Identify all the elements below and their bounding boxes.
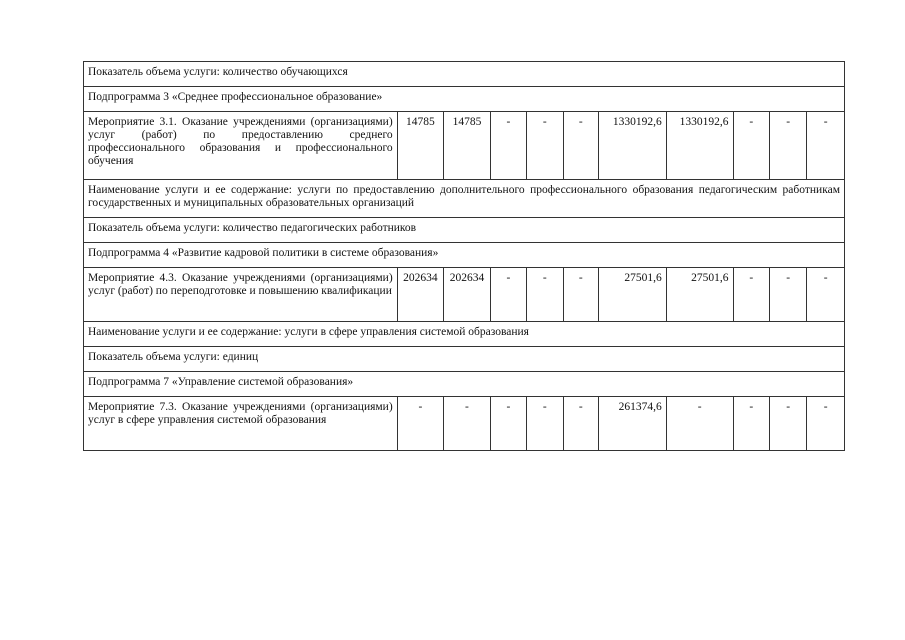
subprogram-row-label: Подпрограмма 4 «Развитие кадровой политики в системе образования» [84, 243, 845, 268]
table-cell: - [527, 268, 563, 322]
table-cell: - [527, 397, 563, 451]
table-cell: - [527, 112, 563, 180]
table-row [84, 243, 845, 268]
table-row [84, 112, 845, 180]
table-cell: - [490, 397, 526, 451]
table-cell: - [563, 397, 598, 451]
indicator-row-label: Показатель объема услуги: количество обучающихся [84, 62, 845, 87]
table-cell: 261374,6 [598, 397, 666, 451]
table-cell: - [769, 112, 806, 180]
table-row [84, 180, 845, 218]
table-cell: 202634 [444, 268, 491, 322]
measure-description: Мероприятие 3.1. Оказание учреждениями (организациями) услуг (работ) по предоставлению среднего профессионального образования и профессионального обучения [84, 112, 398, 180]
table-cell: - [733, 268, 769, 322]
table-row [84, 87, 845, 112]
measure-description: Мероприятие 4.3. Оказание учреждениями (организациями) услуг (работ) по переподготовке и повышению квалификации [84, 268, 398, 322]
table-row [84, 347, 845, 372]
table-row [84, 218, 845, 243]
table-cell: - [490, 112, 526, 180]
table-cell: 27501,6 [666, 268, 733, 322]
table-cell: 27501,6 [598, 268, 666, 322]
table-cell: 14785 [444, 112, 491, 180]
table-row [84, 62, 845, 87]
service-name-row-label: Наименование услуги и ее содержание: услуги в сфере управления системой образования [84, 322, 845, 347]
table-cell: - [807, 397, 845, 451]
table-cell: - [807, 112, 845, 180]
table-cell: 202634 [397, 268, 444, 322]
indicator-row-label: Показатель объема услуги: единиц [84, 347, 845, 372]
subprogram-row-label: Подпрограмма 7 «Управление системой образования» [84, 372, 845, 397]
subprogram-row-label: Подпрограмма 3 «Среднее профессиональное образование» [84, 87, 845, 112]
table-cell: - [666, 397, 733, 451]
table-row [84, 322, 845, 347]
table-row [84, 268, 845, 322]
indicator-row-label: Показатель объема услуги: количество педагогических работников [84, 218, 845, 243]
table-cell: 1330192,6 [598, 112, 666, 180]
table-cell: - [397, 397, 444, 451]
table-cell: - [807, 268, 845, 322]
table-cell: - [769, 397, 806, 451]
table-cell: - [733, 397, 769, 451]
table-cell: - [769, 268, 806, 322]
services-table [83, 61, 845, 451]
table-cell: - [563, 112, 598, 180]
table-cell: - [490, 268, 526, 322]
table-cell: 14785 [397, 112, 444, 180]
table-cell: 1330192,6 [666, 112, 733, 180]
table-cell: - [444, 397, 491, 451]
table-cell: - [563, 268, 598, 322]
service-name-row-label: Наименование услуги и ее содержание: услуги по предоставлению дополнительного профессионального образования педагогическим работникам государственных и муниципальных образовательных организаций [84, 180, 845, 218]
table-row [84, 372, 845, 397]
table-cell: - [733, 112, 769, 180]
table-row [84, 397, 845, 451]
measure-description: Мероприятие 7.3. Оказание учреждениями (организациями) услуг в сфере управления системой образования [84, 397, 398, 451]
